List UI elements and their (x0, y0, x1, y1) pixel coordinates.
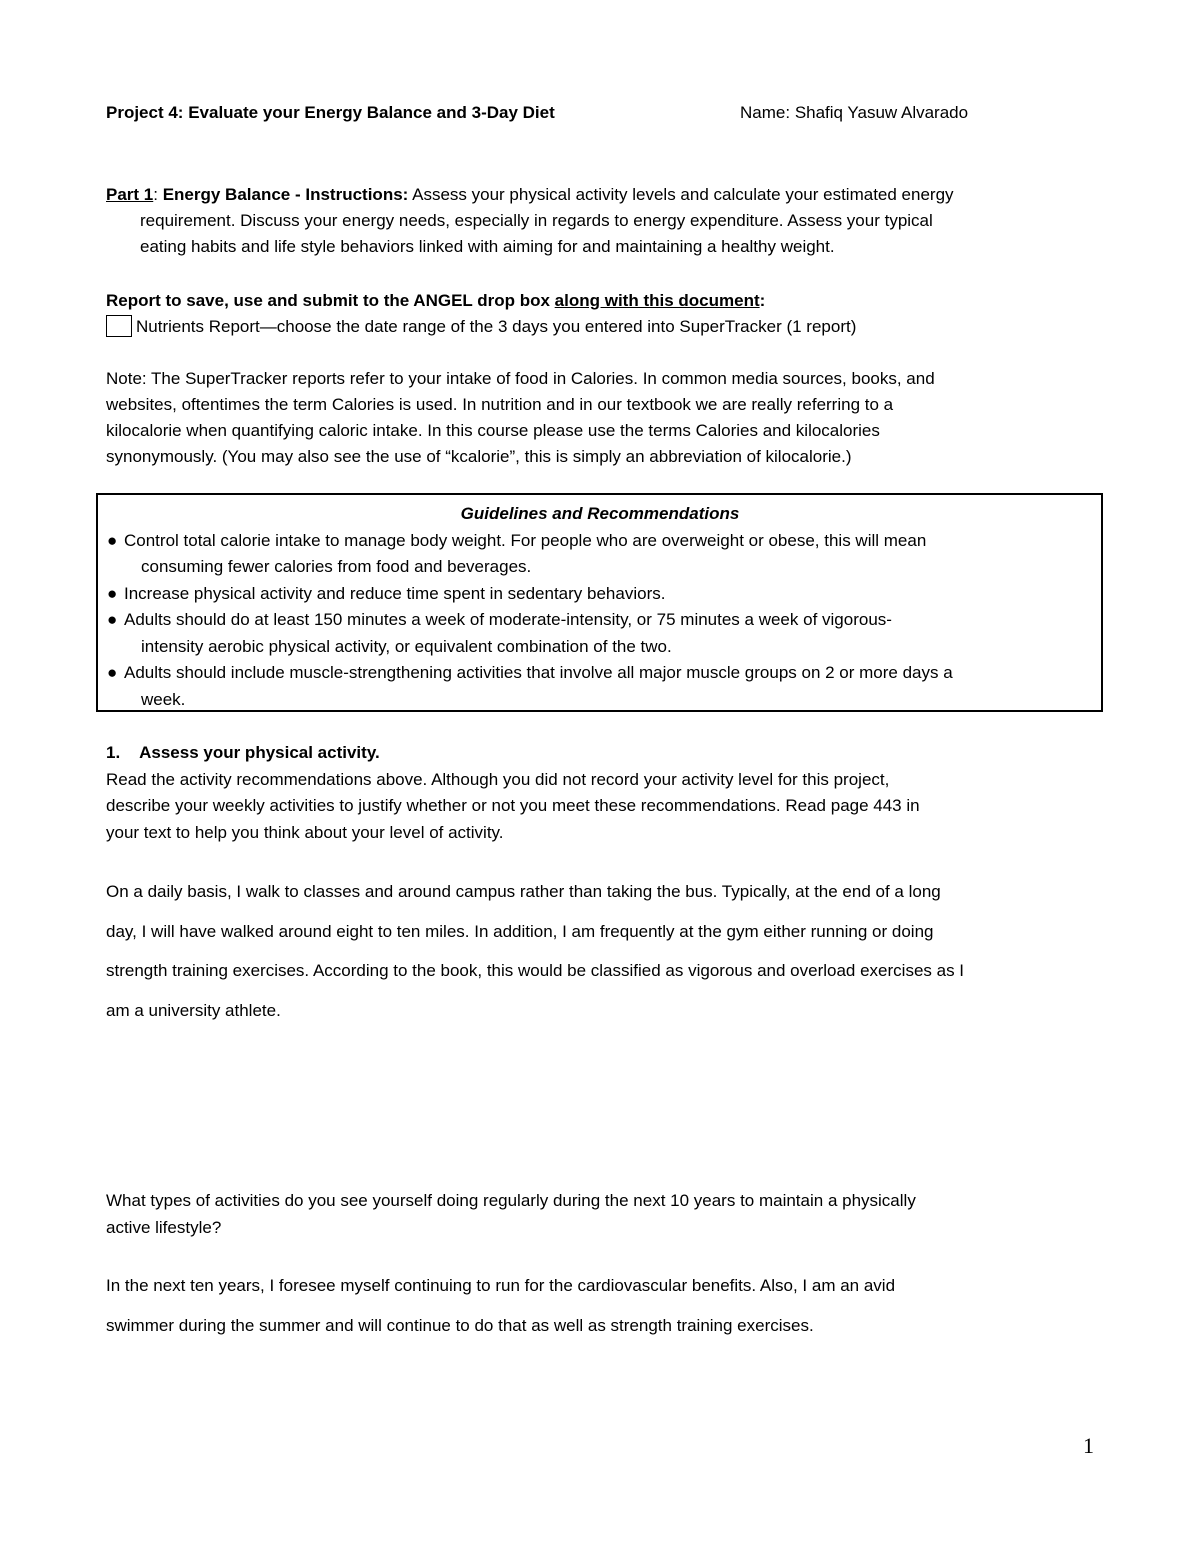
guideline-text: Increase physical activity and reduce time spent in sedentary behaviors. (124, 583, 666, 603)
guidelines-title: Guidelines and Recommendations (460, 504, 740, 523)
part1-line-1: Assess your physical activity levels and calculate your estimated energy (408, 185, 954, 204)
answer-2 (106, 1266, 1106, 1345)
part1-instructions (106, 182, 1096, 260)
answer-line: On a daily basis, I walk to classes and around campus rather than taking the bus. Typically, at the end of a long (106, 882, 941, 901)
part1-heading: Energy Balance - Instructions: (162, 185, 409, 204)
part1-line-2: requirement. Discuss your energy needs, especially in regards to energy expenditure. Assess your typical (140, 211, 933, 230)
question-line: Read the activity recommendations above. Although you did not record your activity level for this project, (106, 769, 890, 789)
bullet-icon: ● (107, 663, 118, 682)
bullet-icon: ● (107, 610, 118, 629)
document-title: Project 4: Evaluate your Energy Balance and 3-Day Diet (106, 103, 555, 122)
guideline-text-continued: consuming fewer calories from food and beverages. (141, 557, 532, 576)
guideline-text: Adults should include muscle-strengthening activities that involve all major muscle groups on 2 or more days a (124, 663, 953, 682)
note-paragraph (106, 366, 1096, 470)
student-name (740, 103, 968, 123)
report-heading: Report to save, use and submit to the ANGEL drop box (106, 291, 555, 310)
note-line: Note: The SuperTracker reports refer to your intake of food in Calories. In common media sources, books, and (106, 369, 935, 388)
answer-line: day, I will have walked around eight to ten miles. In addition, I am frequently at the gym either running or doing (106, 921, 934, 941)
guideline-item (107, 660, 1093, 713)
guideline-text-continued: intensity aerobic physical activity, or equivalent combination of the two. (141, 636, 672, 656)
part1-label: Part 1 (106, 185, 154, 204)
part1-colon: : (153, 185, 163, 204)
question-1 (106, 740, 1096, 846)
part1-line-3: eating habits and life style behaviors linked with aiming for and maintaining a healthy weight. (140, 237, 835, 256)
guideline-item (107, 528, 1093, 581)
guideline-text: Adults should do at least 150 minutes a week of moderate-intensity, or 75 minutes a week of vigorous- (124, 610, 892, 629)
guideline-item (107, 607, 1093, 660)
bullet-icon: ● (107, 583, 118, 603)
page-number: 1 (1083, 1433, 1094, 1458)
question-line: active lifestyle? (106, 1217, 222, 1237)
report-section (106, 288, 1096, 340)
question-number: 1. (106, 743, 121, 762)
question-line: describe your weekly activities to justify whether or not you meet these recommendations. Read page 443 in (106, 796, 920, 815)
guideline-text-continued: week. (141, 689, 186, 709)
name-label: Name: (740, 103, 791, 122)
guideline-text: Control total calorie intake to manage body weight. For people who are overweight or obese, this will mean (124, 530, 927, 550)
answer-line: In the next ten years, I foresee myself continuing to run for the cardiovascular benefits. Also, I am an avid (106, 1276, 896, 1295)
note-line: kilocalorie when quantifying caloric intake. In this course please use the terms Calories and kilocalories (106, 421, 880, 440)
answer-line: am a university athlete. (106, 1000, 281, 1020)
question-title: Assess your physical activity. (139, 743, 380, 762)
answer-1 (106, 872, 1106, 1030)
note-line: websites, oftentimes the term Calories is used. In nutrition and in our textbook we are really referring to a (106, 395, 894, 414)
name-value: Shafiq Yasuw Alvarado (794, 103, 969, 122)
report-heading-colon: : (759, 291, 766, 310)
nutrients-report-label: Nutrients Report—choose the date range of the 3 days you entered into SuperTracker (1 report) (136, 317, 857, 336)
question-line: What types of activities do you see yourself doing regularly during the next 10 years to maintain a physically (106, 1191, 916, 1210)
guideline-item (107, 581, 1093, 608)
answer-line: swimmer during the summer and will continue to do that as well as strength training exercises. (106, 1315, 814, 1335)
note-line: synonymously. (You may also see the use of “kcalorie”, this is simply an abbreviation of kilocalorie.) (106, 447, 852, 466)
question-line: your text to help you think about your level of activity. (106, 822, 504, 842)
bullet-icon: ● (107, 530, 118, 550)
report-heading-underlined: along with this document (554, 291, 760, 310)
guidelines-box (96, 493, 1103, 712)
question-2 (106, 1188, 1096, 1241)
answer-line: strength training exercises. According to the book, this would be classified as vigorous and overload exercises as I (106, 961, 965, 980)
nutrients-report-checkbox[interactable] (106, 315, 132, 337)
